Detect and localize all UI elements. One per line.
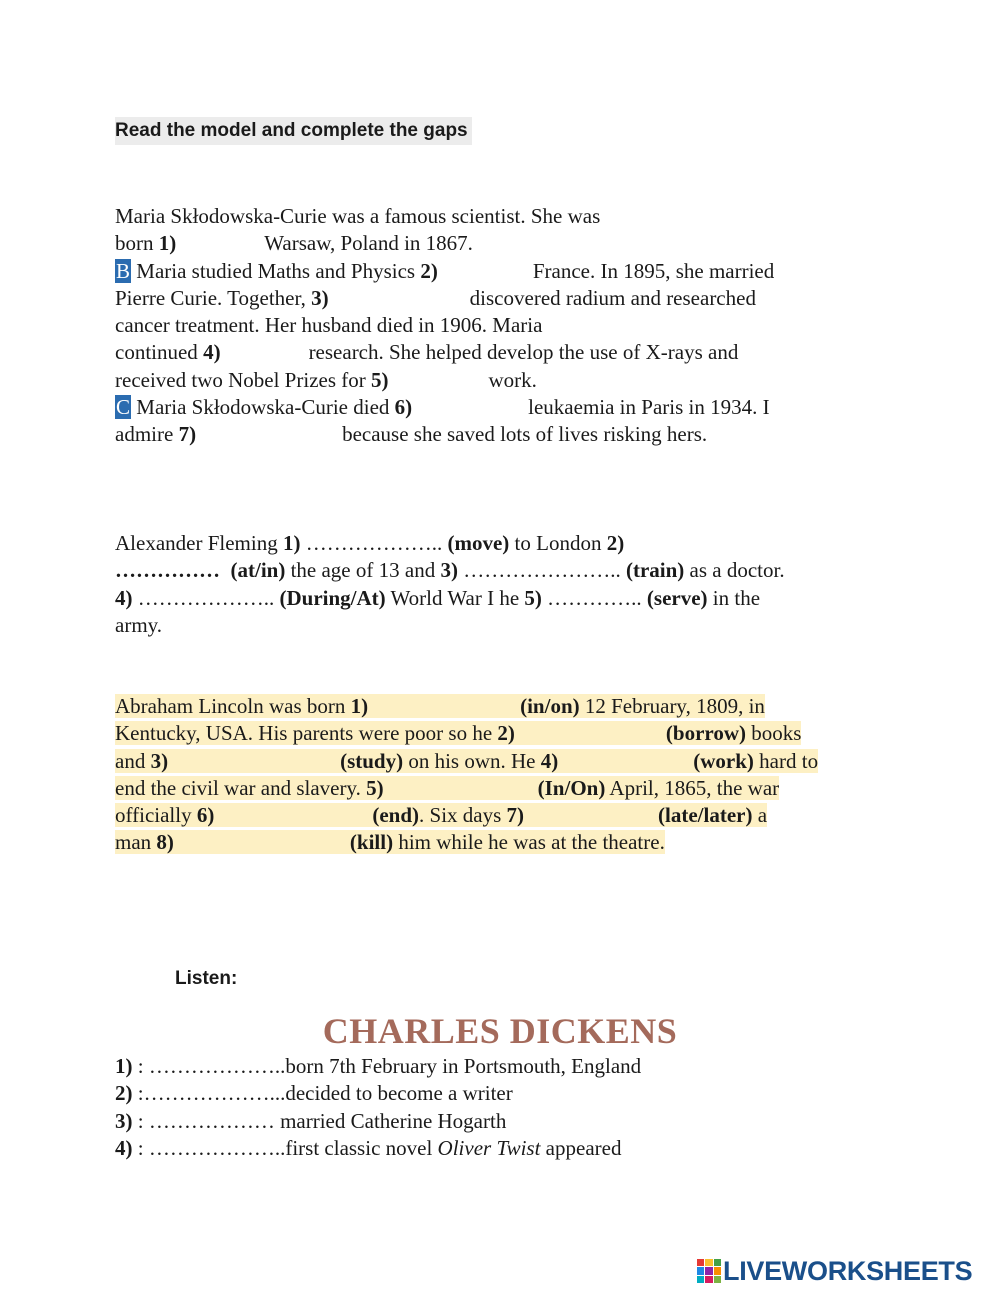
gap-dots[interactable]: ……………….. xyxy=(300,531,448,555)
verb-hint: (serve) xyxy=(646,585,708,610)
text-line xyxy=(115,394,890,421)
logo-text: LIVEWORKSHEETS xyxy=(723,1255,973,1286)
verb-hint: (In/On) xyxy=(537,775,606,800)
gap-number: 1) xyxy=(282,531,301,555)
gap-number: 4) xyxy=(203,340,221,365)
fleming-paragraph xyxy=(115,530,890,639)
verb-hint: (kill) xyxy=(349,830,394,855)
text: man xyxy=(115,830,157,855)
curie-paragraph xyxy=(115,203,890,449)
logo-square xyxy=(697,1267,704,1274)
logo-grid-icon xyxy=(697,1259,721,1283)
gap-number: 1) xyxy=(350,694,369,718)
text-line xyxy=(115,720,890,747)
verb-hint: (work) xyxy=(693,748,754,773)
logo-square xyxy=(705,1259,712,1266)
text: continued xyxy=(115,340,204,365)
text: Maria Skłodowska-Curie was a famous scientist. She was xyxy=(115,204,601,228)
text: a xyxy=(752,803,768,828)
text: France. In 1895, she married xyxy=(532,258,775,283)
verb-hint: (study) xyxy=(340,748,404,773)
item-text[interactable]: :………………...decided to become a writer xyxy=(132,1081,513,1106)
text: discovered radium and researched xyxy=(469,285,756,310)
text-line xyxy=(115,230,890,257)
gap-number: 8) xyxy=(156,830,174,855)
text: as a doctor. xyxy=(684,558,785,583)
text-line xyxy=(115,258,890,285)
text: the age of 13 and xyxy=(285,558,441,583)
list-item xyxy=(115,1080,890,1107)
item-number: 1) xyxy=(115,1054,133,1078)
text: . Six days xyxy=(419,803,507,828)
logo-square xyxy=(697,1259,704,1266)
text: Warsaw, Poland in 1867. xyxy=(264,231,473,256)
text-line xyxy=(115,203,890,230)
text: Maria Skłodowska-Curie died xyxy=(131,395,395,420)
verb-hint: (in/on) xyxy=(520,694,580,718)
text-line xyxy=(115,748,890,775)
text: 12 February, 1809, in xyxy=(579,694,765,718)
text-line xyxy=(115,612,890,639)
verb-hint: (During/At) xyxy=(279,585,386,610)
text-line xyxy=(115,339,890,366)
gap-dots[interactable]: ……………….. xyxy=(132,585,280,610)
verb-hint: (end) xyxy=(372,803,420,828)
verb-hint: (move) xyxy=(447,531,510,555)
item-number: 4) xyxy=(115,1135,133,1160)
item-text: appeared xyxy=(540,1135,622,1160)
text-line xyxy=(115,775,890,802)
gap-number: 5) xyxy=(366,775,384,800)
text-line xyxy=(115,367,890,394)
text: April, 1865, the war xyxy=(605,775,780,800)
list-item xyxy=(115,1053,890,1080)
logo-square xyxy=(705,1267,712,1274)
text-line xyxy=(115,829,890,856)
text: leukaemia in Paris in 1934. I xyxy=(528,395,770,420)
paragraph-marker: B xyxy=(116,258,131,283)
text: research. She helped develop the use of X-rays and xyxy=(308,340,739,365)
text: Maria studied Maths and Physics xyxy=(131,258,421,283)
text: cancer treatment. Her husband died in 1906. Maria xyxy=(115,313,543,338)
text: World War I he xyxy=(385,585,525,610)
gap-number: 5) xyxy=(371,367,389,392)
dickens-title: CHARLES DICKENS xyxy=(322,1011,678,1051)
text: on his own. He xyxy=(403,748,541,773)
text: Pierre Curie. Together, xyxy=(115,285,312,310)
gap-number: 5) xyxy=(524,585,542,610)
gap-number: 2) xyxy=(606,531,625,555)
verb-hint: (train) xyxy=(625,558,685,583)
text-line xyxy=(115,312,890,339)
logo-square xyxy=(714,1276,721,1283)
text-line xyxy=(115,585,890,612)
text: admire xyxy=(115,422,179,447)
text: to London xyxy=(509,531,607,555)
text: born xyxy=(115,231,159,256)
gap-number: 3) xyxy=(150,748,169,773)
list-item xyxy=(115,1108,890,1135)
text: received two Nobel Prizes for xyxy=(115,367,371,392)
gap-number: 4) xyxy=(115,585,133,610)
gap-number: 3) xyxy=(311,285,329,310)
gap-number: 6) xyxy=(196,803,215,828)
text-line xyxy=(115,421,890,448)
text: and xyxy=(115,748,151,773)
logo-square xyxy=(714,1259,721,1266)
verb-hint: (borrow) xyxy=(665,721,746,746)
gap-dots[interactable]: …………… xyxy=(115,558,220,583)
logo-square xyxy=(705,1276,712,1283)
paragraph-marker: C xyxy=(116,395,131,420)
liveworksheets-logo xyxy=(697,1254,972,1288)
item-text[interactable]: : ………………..born 7th February in Portsmouth, England xyxy=(132,1054,642,1078)
gap-dots[interactable]: ………………….. xyxy=(457,558,626,583)
item-number: 2) xyxy=(115,1081,133,1106)
text-line xyxy=(115,557,890,584)
gap-number: 4) xyxy=(540,748,559,773)
logo-square xyxy=(697,1276,704,1283)
text-line xyxy=(115,285,890,312)
verb-hint: (at/in) xyxy=(230,558,286,583)
text: Kentucky, USA. His parents were poor so he xyxy=(115,721,498,746)
gap-number: 6) xyxy=(394,395,413,420)
text: books xyxy=(745,721,802,746)
gap-number: 1) xyxy=(158,231,177,256)
dickens-list xyxy=(115,1053,890,1162)
text: Abraham Lincoln was born xyxy=(115,694,351,718)
item-text[interactable]: : ………………..first classic novel xyxy=(132,1135,438,1160)
text-line xyxy=(115,802,890,829)
verb-hint: (late/later) xyxy=(658,803,753,828)
text-line xyxy=(115,530,890,557)
text: hard to xyxy=(753,748,819,773)
gap-number: 2) xyxy=(420,258,438,283)
gap-number: 3) xyxy=(440,558,458,583)
listen-label: Listen: xyxy=(175,968,238,989)
text: because she saved lots of lives risking hers. xyxy=(342,422,708,447)
gap-number: 2) xyxy=(497,721,515,746)
text: army. xyxy=(115,612,163,637)
list-item xyxy=(115,1135,890,1162)
item-number: 3) xyxy=(115,1108,133,1133)
text: officially xyxy=(115,803,197,828)
item-text[interactable]: : ……………… married Catherine Hogarth xyxy=(132,1108,507,1133)
gap-number: 7) xyxy=(506,803,525,828)
text: Alexander Fleming xyxy=(115,531,283,555)
text: work. xyxy=(488,367,537,392)
instruction-heading: Read the model and complete the gaps xyxy=(115,117,472,145)
logo-square xyxy=(714,1267,721,1274)
gap-number: 7) xyxy=(178,422,197,447)
lincoln-paragraph xyxy=(115,693,890,857)
novel-title: Oliver Twist xyxy=(437,1135,541,1160)
gap-dots[interactable]: ………….. xyxy=(541,585,647,610)
text: in the xyxy=(707,585,761,610)
text: end the civil war and slavery. xyxy=(115,775,367,800)
text-line xyxy=(115,693,890,720)
text: him while he was at the theatre. xyxy=(393,830,665,855)
